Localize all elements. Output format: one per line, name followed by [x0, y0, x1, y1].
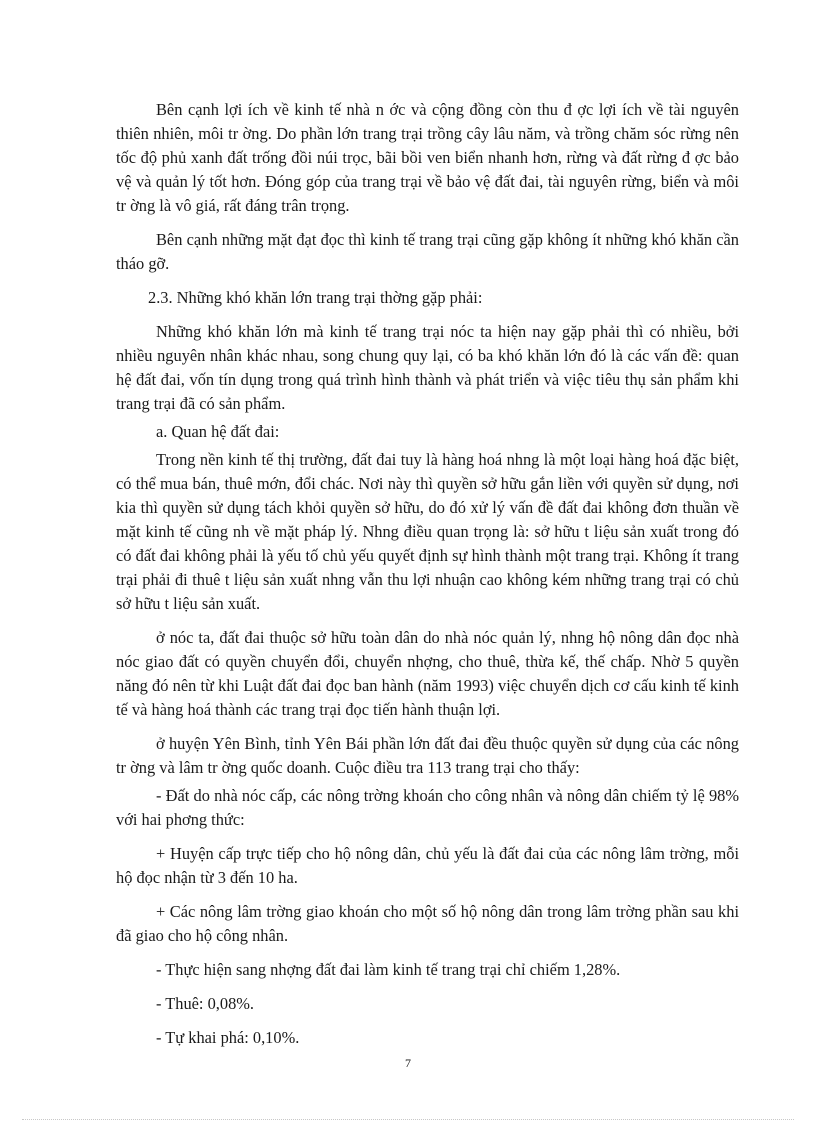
list-item-transfer: - Thực hiện sang nhợng đất đai làm kinh tế trang trại chỉ chiếm 1,28%. [156, 960, 621, 979]
paragraph-land-market: Trong nền kinh tế thị trường, đất đai tuy là hàng hoá nhng là một loại hàng hoá đặc biệt, có thể mua bán, thuê mớn, đổi chác. Nơi này thì quyền sở hữu gắn liền với quyền sử dụng, nơi kia thì quyền sử dụng tách khỏi quyền sở hữu, do đó xử lý vấn đề đất đai không đơn thuần về mặt kinh tế cũng nh về mặt pháp lý. Nhng điều quan trọng là: sở hữu t liệu sản xuất trong đó có đất đai không phải là yếu tố chủ yếu quyết định sự hình thành một trang trại. Không ít trang trại phải đi thuê t liệu sản xuất nhng vẫn thu lợi nhuận cao không kém những trang trại có chủ sở hữu t liệu sản xuất. [116, 450, 739, 613]
paragraph-resource-benefits: Bên cạnh lợi ích về kinh tế nhà n ớc và cộng đồng còn thu đ ợc lợi ích về tài nguyên thiên nhiên, môi tr ờng. Do phần lớn trang trại trồng cây lâu năm, và trồng chăm sóc rừng nên tốc độ phủ xanh đất trống đồi núi trọc, bãi bồi ven biển nhanh hơn, rừng và đất rừng đ ợc bảo vệ và quản lý tốt hơn. Đóng góp của trang trại về bảo vệ đất đai, tài nguyên rừng, biển và môi tr ờng là vô giá, rất đáng trân trọng. [116, 100, 739, 215]
list-item-self-reclaim: - Tự khai phá: 0,10%. [156, 1028, 300, 1047]
footer-divider [22, 1119, 794, 1120]
paragraph-main-difficulties: Những khó khăn lớn mà kinh tế trang trại nóc ta hiện nay gặp phải thì có nhiều, bởi nhiều nguyên nhân khác nhau, song chung quy lại, có ba khó khăn lớn đó là các vấn đề: quan hệ đất đai, vốn tín dụng trong quá trình hình thành và phát triển và việc tiêu thụ sản phẩm khi trang trại đã có sản phẩm. [116, 322, 739, 413]
paragraph-difficulties-intro: Bên cạnh những mặt đạt đọc thì kinh tế trang trại cũng gặp không ít những khó khăn cần tháo gỡ. [116, 230, 739, 273]
section-heading: 2.3. Những khó khăn lớn trang trại thờng gặp phải: [148, 288, 483, 307]
page-number: 7 [405, 1056, 411, 1070]
paragraph-state-allocated-land: - Đất do nhà nóc cấp, các nông trờng khoán cho công nhân và nông dân chiếm tỷ lệ 98% với hai phơng thức: [116, 786, 739, 829]
list-item-rent: - Thuê: 0,08%. [156, 994, 255, 1013]
subsection-heading-land: a. Quan hệ đất đai: [156, 422, 280, 441]
paragraph-district-allocation: + Huyện cấp trực tiếp cho hộ nông dân, chủ yếu là đất đai của các nông lâm trờng, mỗi hộ đọc nhận từ 3 đến 10 ha. [116, 844, 739, 887]
paragraph-farm-contract: + Các nông lâm trờng giao khoán cho một số hộ nông dân trong lâm trờng phần sau khi đã giao cho hộ công nhân. [116, 902, 739, 945]
document-page [116, 98, 739, 1060]
paragraph-land-ownership: ở nóc ta, đất đai thuộc sở hữu toàn dân do nhà nóc quản lý, nhng hộ nông dân đọc nhà nóc giao đất có quyền chuyển đổi, chuyển nhợng, cho thuê, thừa kế, thế chấp. Nhờ 5 quyền năng đó nên từ khi Luật đất đai đọc ban hành (năm 1993) việc chuyển dịch cơ cấu kinh tế kinh tế và hàng hoá thành các trang trại đọc tiến hành thuận lợi. [116, 628, 739, 719]
paragraph-yen-binh: ở huyện Yên Bình, tỉnh Yên Bái phần lớn đất đai đều thuộc quyền sử dụng của các nông tr ờng và lâm tr ờng quốc doanh. Cuộc điều tra 113 trang trại cho thấy: [116, 734, 739, 777]
